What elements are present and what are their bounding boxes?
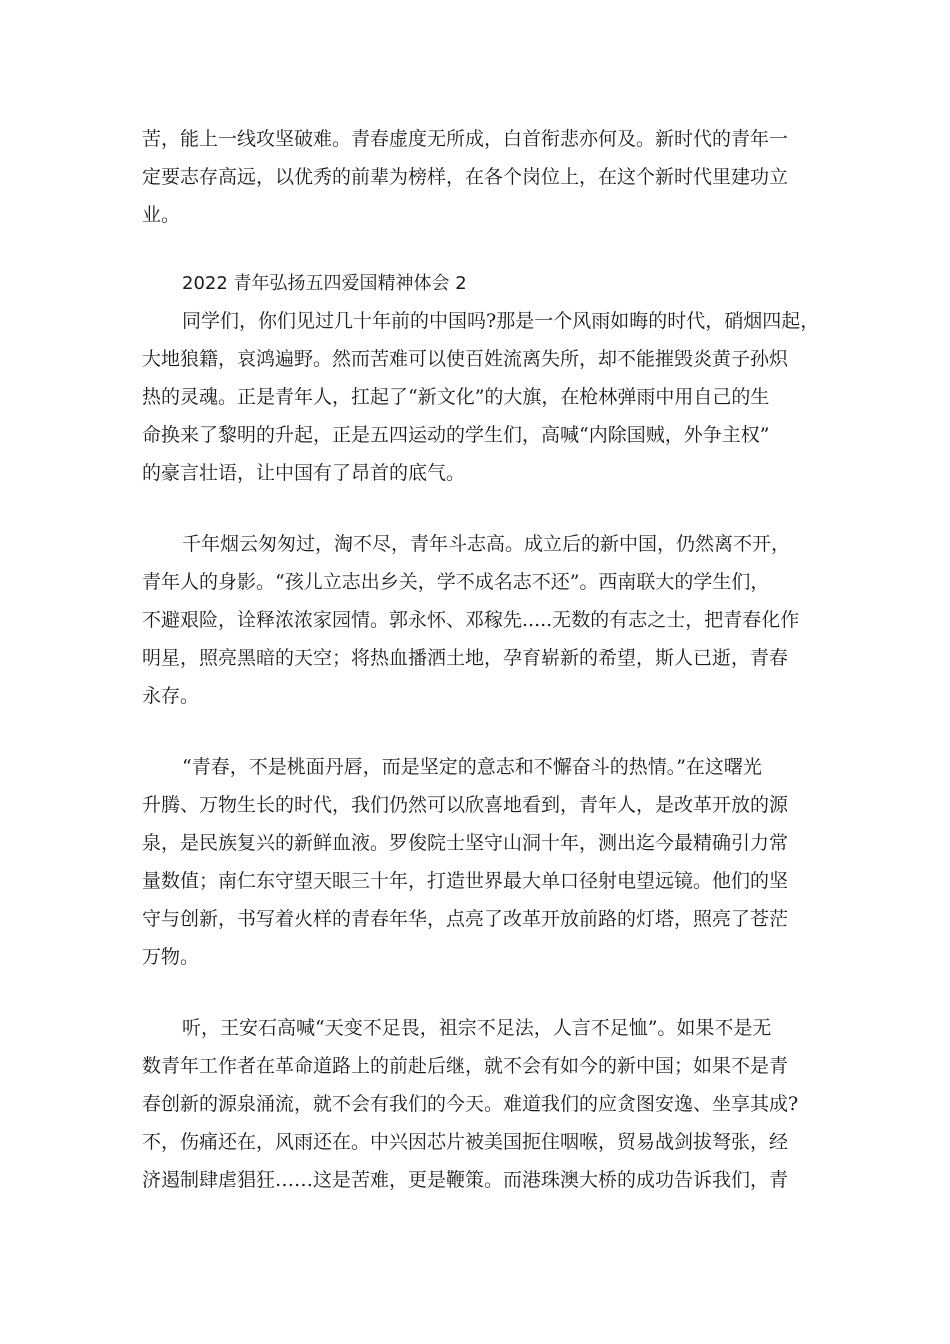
paragraph-3-line-1: 千年烟云匆匆过，淘不尽，青年斗志高。成立后的新中国，仍然离不开， (182, 533, 791, 555)
paragraph-2-line-4: 命换来了黎明的升起，正是五四运动的学生们，高喊“内除国贼，外争主权” (142, 424, 770, 446)
paragraph-5-line-1: 听，王安石高喊“天变不足畏，祖宗不足法，人言不足恤”。如果不是无 (182, 1017, 772, 1039)
paragraph-4-line-5: 守与创新，书写着火样的青春年华，点亮了改革开放前路的灯塔，照亮了苍茫 (142, 908, 789, 930)
paragraph-1-line-3: 业。 (142, 204, 181, 226)
paragraph-5-line-3: 春创新的源泉涌流，就不会有我们的今天。难道我们的应贪图安逸、坐享其成? (142, 1093, 799, 1115)
paragraph-4-line-4: 量数值；南仁东守望天眼三十年，打造世界最大单口径射电望远镜。他们的坚 (142, 870, 789, 892)
paragraph-4-line-1: “青春，不是桃面丹唇，而是坚定的意志和不懈奋斗的热情。”在这曙光 (182, 756, 762, 778)
paragraph-4-line-2: 升腾、万物生长的时代，我们仍然可以欣喜地看到，青年人，是改革开放的源 (142, 794, 789, 816)
paragraph-2-line-5: 的豪言壮语，让中国有了昂首的底气。 (142, 462, 466, 484)
paragraph-4-line-6: 万物。 (142, 946, 200, 968)
paragraph-3-line-2: 青年人的身影。“孩儿立志出乡关，学不成名志不还”。西南联大的学生们， (142, 571, 770, 593)
paragraph-2-line-2: 大地狼籍，哀鸿遍野。然而苦难可以使百姓流离失所，却不能摧毁炎黄子孙炽 (142, 348, 789, 370)
paragraph-3-line-4: 明星，照亮黑暗的天空；将热血播洒土地，孕育崭新的希望，斯人已逝，青春 (142, 647, 789, 669)
paragraph-5-line-4: 不，伤痛还在，风雨还在。中兴因芯片被美国扼住咽喉，贸易战剑拔弩张，经 (142, 1131, 789, 1153)
paragraph-5-line-2: 数青年工作者在革命道路上的前赴后继，就不会有如今的新中国；如果不是青 (142, 1055, 789, 1077)
paragraph-2-line-1: 同学们，你们见过几十年前的中国吗?那是一个风雨如晦的时代，硝烟四起， (182, 310, 820, 332)
paragraph-4-line-3: 泉，是民族复兴的新鲜血液。罗俊院士坚守山洞十年，测出迄今最精确引力常 (142, 832, 789, 854)
paragraph-5-line-5: 济遏制肆虐猖狂……这是苦难，更是鞭策。而港珠澳大桥的成功告诉我们，青 (142, 1169, 789, 1191)
paragraph-3-line-5: 永存。 (142, 685, 200, 707)
paragraph-3-line-3: 不避艰险，诠释浓浓家园情。郭永怀、邓稼先.....无数的有志之士，把青春化作 (142, 609, 800, 631)
section-heading: 2022 青年弘扬五四爱国精神体会 2 (182, 273, 467, 294)
paragraph-2-line-3: 热的灵魂。正是青年人，扛起了“新文化”的大旗，在枪林弹雨中用自己的生 (142, 386, 770, 408)
paragraph-1-line-2: 定要志存高远，以优秀的前辈为榜样，在各个岗位上，在这个新时代里建功立 (142, 166, 789, 188)
paragraph-1-line-1: 苦，能上一线攻坚破难。青春虚度无所成，白首衔悲亦何及。新时代的青年一 (142, 128, 789, 150)
